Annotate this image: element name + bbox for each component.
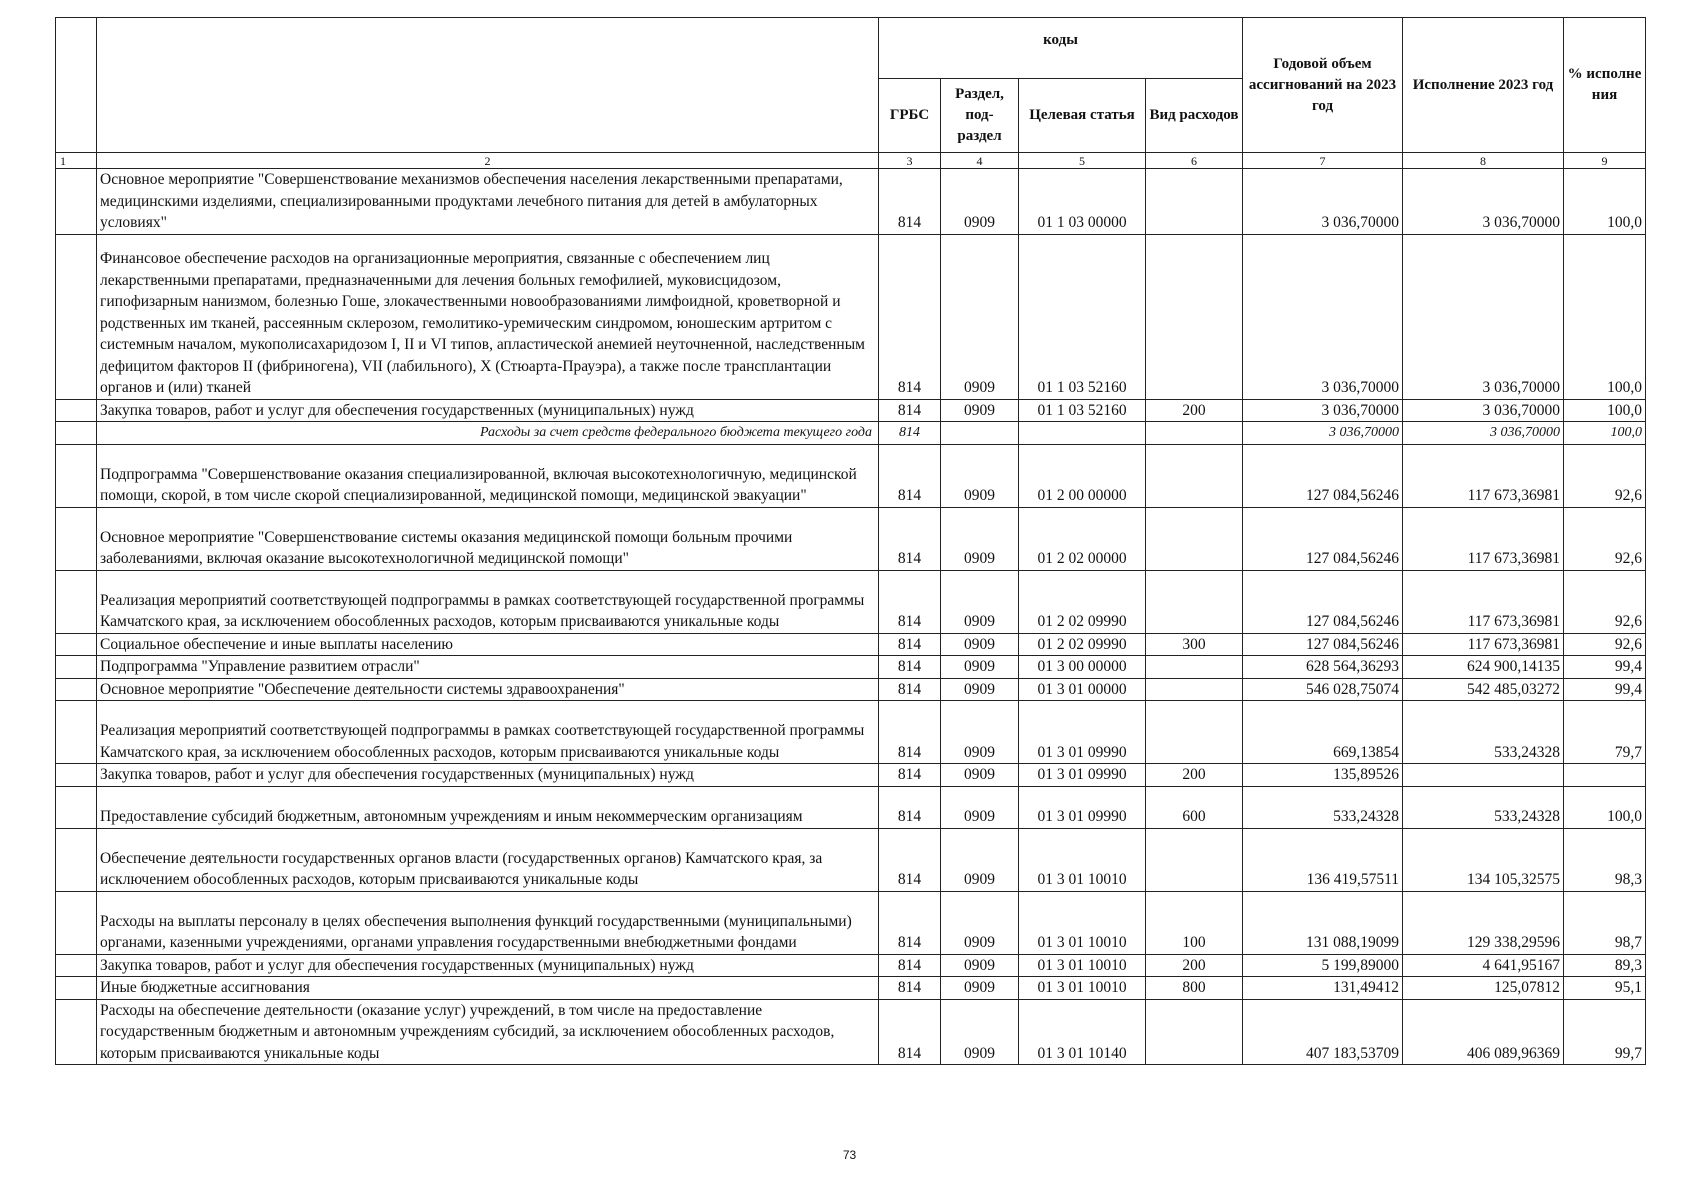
row-name: Закупка товаров, работ и услуг для обеспечения государственных (муниципальных) нужд <box>97 399 879 422</box>
header-grbs: ГРБС <box>879 79 941 153</box>
table-row <box>56 786 1646 828</box>
row-type <box>1146 828 1243 891</box>
row-type <box>1146 234 1243 399</box>
table-row <box>56 954 1646 977</box>
col-number: 8 <box>1403 153 1564 169</box>
table-row <box>56 678 1646 701</box>
row-target: 01 3 01 10010 <box>1019 977 1146 1000</box>
row-grbs: 814 <box>879 507 941 570</box>
row-name: Реализация мероприятий соответствующей подпрограммы в рамках соответствующей государственной программы Камчатского края, за исключением обособленных расходов, которым присваиваются уникальные коды <box>97 701 879 764</box>
row-percent: 92,6 <box>1564 507 1646 570</box>
col-number: 9 <box>1564 153 1646 169</box>
row-index <box>56 678 97 701</box>
row-target: 01 1 03 52160 <box>1019 234 1146 399</box>
row-grbs: 814 <box>879 570 941 633</box>
row-target: 01 3 01 10140 <box>1019 999 1146 1065</box>
table-row <box>56 977 1646 1000</box>
table-row <box>56 891 1646 954</box>
row-execution: 129 338,29596 <box>1403 891 1564 954</box>
row-type: 800 <box>1146 977 1243 1000</box>
row-execution: 406 089,96369 <box>1403 999 1564 1065</box>
row-target: 01 2 00 00000 <box>1019 444 1146 507</box>
row-percent: 99,4 <box>1564 656 1646 679</box>
row-grbs: 814 <box>879 977 941 1000</box>
table-row <box>56 169 1646 235</box>
row-execution <box>1403 764 1564 787</box>
row-type <box>1146 999 1243 1065</box>
row-type <box>1146 570 1243 633</box>
table-row <box>56 999 1646 1065</box>
row-grbs: 814 <box>879 891 941 954</box>
row-type: 200 <box>1146 764 1243 787</box>
row-annual: 3 036,70000 <box>1243 234 1403 399</box>
row-grbs: 814 <box>879 656 941 679</box>
row-index <box>56 570 97 633</box>
row-type <box>1146 678 1243 701</box>
table-row <box>56 828 1646 891</box>
row-grbs: 814 <box>879 954 941 977</box>
row-execution: 3 036,70000 <box>1403 399 1564 422</box>
row-execution: 3 036,70000 <box>1403 422 1564 445</box>
row-percent: 98,7 <box>1564 891 1646 954</box>
row-percent: 92,6 <box>1564 444 1646 507</box>
row-annual: 127 084,56246 <box>1243 633 1403 656</box>
row-annual: 669,13854 <box>1243 701 1403 764</box>
row-type: 200 <box>1146 954 1243 977</box>
row-index <box>56 399 97 422</box>
row-name: Финансовое обеспечение расходов на организационные мероприятия, связанные с обеспечением лиц лекарственными препаратами, предназначенными для лечения больных гемофилией, муковисцидозом, гипофизарным нанизмом, болезнью Гоше, злокачественными новообразованиями лимфоидной, кроветворной и родственных им тканей, рассеянным склерозом, гемолитико-уремическим синдромом, юношеским артритом с системным началом, мукополисахаридозом I, II и VI типов, апластической анемией неуточненной, наследственным дефицитом факторов II (фибриногена), VII (лабильного), X (Стюарта-Прауэра), а также после трансплантации органов и (или) тканей <box>97 234 879 399</box>
table-row <box>56 234 1646 399</box>
row-type <box>1146 422 1243 445</box>
row-percent: 98,3 <box>1564 828 1646 891</box>
col-number: 6 <box>1146 153 1243 169</box>
row-section: 0909 <box>941 570 1019 633</box>
row-type <box>1146 656 1243 679</box>
row-target: 01 2 02 09990 <box>1019 570 1146 633</box>
row-grbs: 814 <box>879 234 941 399</box>
row-index <box>56 169 97 235</box>
row-grbs: 814 <box>879 786 941 828</box>
row-section: 0909 <box>941 999 1019 1065</box>
row-name: Основное мероприятие "Обеспечение деятельности системы здравоохранения" <box>97 678 879 701</box>
row-type: 600 <box>1146 786 1243 828</box>
row-section: 0909 <box>941 444 1019 507</box>
row-target: 01 1 03 00000 <box>1019 169 1146 235</box>
table-row <box>56 507 1646 570</box>
header-index-col <box>56 18 97 153</box>
row-name: Реализация мероприятий соответствующей подпрограммы в рамках соответствующей государственной программы Камчатского края, за исключением обособленных расходов, которым присваиваются уникальные коды <box>97 570 879 633</box>
row-execution: 125,07812 <box>1403 977 1564 1000</box>
row-grbs: 814 <box>879 999 941 1065</box>
header-section: Раздел, под-раздел <box>941 79 1019 153</box>
row-target <box>1019 422 1146 445</box>
row-grbs: 814 <box>879 399 941 422</box>
row-execution: 624 900,14135 <box>1403 656 1564 679</box>
col-number: 3 <box>879 153 941 169</box>
row-annual: 136 419,57511 <box>1243 828 1403 891</box>
table-row <box>56 656 1646 679</box>
row-percent: 95,1 <box>1564 977 1646 1000</box>
table-row <box>56 444 1646 507</box>
header-percent: % исполне ния <box>1564 18 1646 153</box>
row-section: 0909 <box>941 786 1019 828</box>
page-number: 73 <box>842 1148 857 1162</box>
row-name: Предоставление субсидий бюджетным, автономным учреждениям и иным некоммерческим организациям <box>97 786 879 828</box>
row-execution: 117 673,36981 <box>1403 507 1564 570</box>
row-target: 01 3 00 00000 <box>1019 656 1146 679</box>
row-index <box>56 977 97 1000</box>
row-section: 0909 <box>941 891 1019 954</box>
row-index <box>56 633 97 656</box>
table-body <box>56 153 1646 1065</box>
table-row <box>56 399 1646 422</box>
row-execution: 3 036,70000 <box>1403 234 1564 399</box>
table-row <box>56 633 1646 656</box>
row-grbs: 814 <box>879 169 941 235</box>
row-section: 0909 <box>941 764 1019 787</box>
row-annual: 628 564,36293 <box>1243 656 1403 679</box>
header-target: Целевая статья <box>1019 79 1146 153</box>
row-index <box>56 764 97 787</box>
row-annual: 407 183,53709 <box>1243 999 1403 1065</box>
row-annual: 546 028,75074 <box>1243 678 1403 701</box>
row-type <box>1146 169 1243 235</box>
row-type: 300 <box>1146 633 1243 656</box>
row-percent: 100,0 <box>1564 169 1646 235</box>
col-number: 7 <box>1243 153 1403 169</box>
header-exp-type: Вид расходов <box>1146 79 1243 153</box>
row-target: 01 2 02 09990 <box>1019 633 1146 656</box>
row-target: 01 1 03 52160 <box>1019 399 1146 422</box>
row-section: 0909 <box>941 954 1019 977</box>
table-row <box>56 570 1646 633</box>
row-section: 0909 <box>941 234 1019 399</box>
row-percent: 99,7 <box>1564 999 1646 1065</box>
table-row <box>56 422 1646 445</box>
row-grbs: 814 <box>879 828 941 891</box>
row-percent: 99,4 <box>1564 678 1646 701</box>
row-index <box>56 234 97 399</box>
row-grbs: 814 <box>879 633 941 656</box>
row-index <box>56 422 97 445</box>
row-execution: 134 105,32575 <box>1403 828 1564 891</box>
row-annual: 131 088,19099 <box>1243 891 1403 954</box>
row-index <box>56 828 97 891</box>
row-percent: 100,0 <box>1564 422 1646 445</box>
row-percent: 79,7 <box>1564 701 1646 764</box>
row-execution: 117 673,36981 <box>1403 444 1564 507</box>
row-section: 0909 <box>941 678 1019 701</box>
row-annual: 3 036,70000 <box>1243 169 1403 235</box>
row-name: Основное мероприятие "Совершенствование системы оказания медицинской помощи больным прочими заболеваниями, включая оказание высокотехнологичной медицинской помощи" <box>97 507 879 570</box>
row-name: Основное мероприятие "Совершенствование механизмов обеспечения населения лекарственными препаратами, медицинскими изделиями, специализированными продуктами лечебного питания для детей в амбулаторных условиях" <box>97 169 879 235</box>
row-type <box>1146 444 1243 507</box>
row-name: Социальное обеспечение и иные выплаты населению <box>97 633 879 656</box>
row-index <box>56 999 97 1065</box>
row-target: 01 3 01 00000 <box>1019 678 1146 701</box>
row-grbs: 814 <box>879 678 941 701</box>
row-percent: 89,3 <box>1564 954 1646 977</box>
col-number: 1 <box>56 153 97 169</box>
row-index <box>56 656 97 679</box>
budget-execution-table <box>55 17 1646 1065</box>
column-numbers-row <box>56 153 1646 169</box>
row-name: Закупка товаров, работ и услуг для обеспечения государственных (муниципальных) нужд <box>97 954 879 977</box>
row-percent <box>1564 764 1646 787</box>
row-execution: 4 641,95167 <box>1403 954 1564 977</box>
table-row <box>56 764 1646 787</box>
row-section: 0909 <box>941 977 1019 1000</box>
row-annual: 5 199,89000 <box>1243 954 1403 977</box>
row-index <box>56 444 97 507</box>
row-type <box>1146 701 1243 764</box>
row-section: 0909 <box>941 633 1019 656</box>
row-execution: 533,24328 <box>1403 786 1564 828</box>
row-index <box>56 954 97 977</box>
row-percent: 100,0 <box>1564 234 1646 399</box>
row-name: Расходы на выплаты персоналу в целях обеспечения выполнения функций государственными (муниципальными) органами, казенными учреждениями, органами управления государственными внебюджетными фондами <box>97 891 879 954</box>
row-grbs: 814 <box>879 764 941 787</box>
row-target: 01 3 01 09990 <box>1019 701 1146 764</box>
header-annual: Годовой объем ассигнований на 2023 год <box>1243 18 1403 153</box>
row-section: 0909 <box>941 701 1019 764</box>
table-header <box>56 18 1646 153</box>
row-name: Подпрограмма "Совершенствование оказания специализированной, включая высокотехнологичную, медицинской помощи, скорой, в том числе скорой специализированной, медицинской помощи, медицинской эвакуации" <box>97 444 879 507</box>
row-percent: 100,0 <box>1564 786 1646 828</box>
row-target: 01 3 01 09990 <box>1019 764 1146 787</box>
row-annual: 135,89526 <box>1243 764 1403 787</box>
row-annual: 3 036,70000 <box>1243 422 1403 445</box>
row-grbs: 814 <box>879 444 941 507</box>
row-type: 200 <box>1146 399 1243 422</box>
row-name: Иные бюджетные ассигнования <box>97 977 879 1000</box>
row-execution: 542 485,03272 <box>1403 678 1564 701</box>
table-row <box>56 701 1646 764</box>
row-name: Закупка товаров, работ и услуг для обеспечения государственных (муниципальных) нужд <box>97 764 879 787</box>
row-name: Расходы за счет средств федерального бюджета текущего года <box>97 422 879 445</box>
row-annual: 127 084,56246 <box>1243 507 1403 570</box>
row-section: 0909 <box>941 169 1019 235</box>
row-execution: 117 673,36981 <box>1403 570 1564 633</box>
row-percent: 92,6 <box>1564 633 1646 656</box>
row-section: 0909 <box>941 399 1019 422</box>
row-index <box>56 891 97 954</box>
row-grbs: 814 <box>879 422 941 445</box>
row-percent: 100,0 <box>1564 399 1646 422</box>
row-type <box>1146 507 1243 570</box>
row-annual: 533,24328 <box>1243 786 1403 828</box>
row-target: 01 3 01 10010 <box>1019 828 1146 891</box>
row-execution: 117 673,36981 <box>1403 633 1564 656</box>
row-index <box>56 507 97 570</box>
col-number: 5 <box>1019 153 1146 169</box>
row-annual: 127 084,56246 <box>1243 570 1403 633</box>
row-name: Обеспечение деятельности государственных органов власти (государственных органов) Камчатского края, за исключением обособленных расходов, которым присваиваются уникальные коды <box>97 828 879 891</box>
row-execution: 533,24328 <box>1403 701 1564 764</box>
col-number: 2 <box>97 153 879 169</box>
row-target: 01 3 01 10010 <box>1019 891 1146 954</box>
row-target: 01 3 01 09990 <box>1019 786 1146 828</box>
row-annual: 127 084,56246 <box>1243 444 1403 507</box>
row-section: 0909 <box>941 507 1019 570</box>
row-name: Расходы на обеспечение деятельности (оказание услуг) учреждений, в том числе на предоставление государственным бюджетным и автономным учреждениям субсидий, за исключением обособленных расходов, которым присваиваются уникальные коды <box>97 999 879 1065</box>
row-grbs: 814 <box>879 701 941 764</box>
row-type: 100 <box>1146 891 1243 954</box>
row-index <box>56 786 97 828</box>
row-section: 0909 <box>941 828 1019 891</box>
row-annual: 131,49412 <box>1243 977 1403 1000</box>
row-index <box>56 701 97 764</box>
row-name: Подпрограмма "Управление развитием отрасли" <box>97 656 879 679</box>
row-section <box>941 422 1019 445</box>
col-number: 4 <box>941 153 1019 169</box>
row-execution: 3 036,70000 <box>1403 169 1564 235</box>
row-percent: 92,6 <box>1564 570 1646 633</box>
header-codes: коды <box>879 18 1243 79</box>
row-target: 01 2 02 00000 <box>1019 507 1146 570</box>
header-name-col <box>97 18 879 153</box>
row-target: 01 3 01 10010 <box>1019 954 1146 977</box>
row-annual: 3 036,70000 <box>1243 399 1403 422</box>
row-section: 0909 <box>941 656 1019 679</box>
header-execution: Исполнение 2023 год <box>1403 18 1564 153</box>
